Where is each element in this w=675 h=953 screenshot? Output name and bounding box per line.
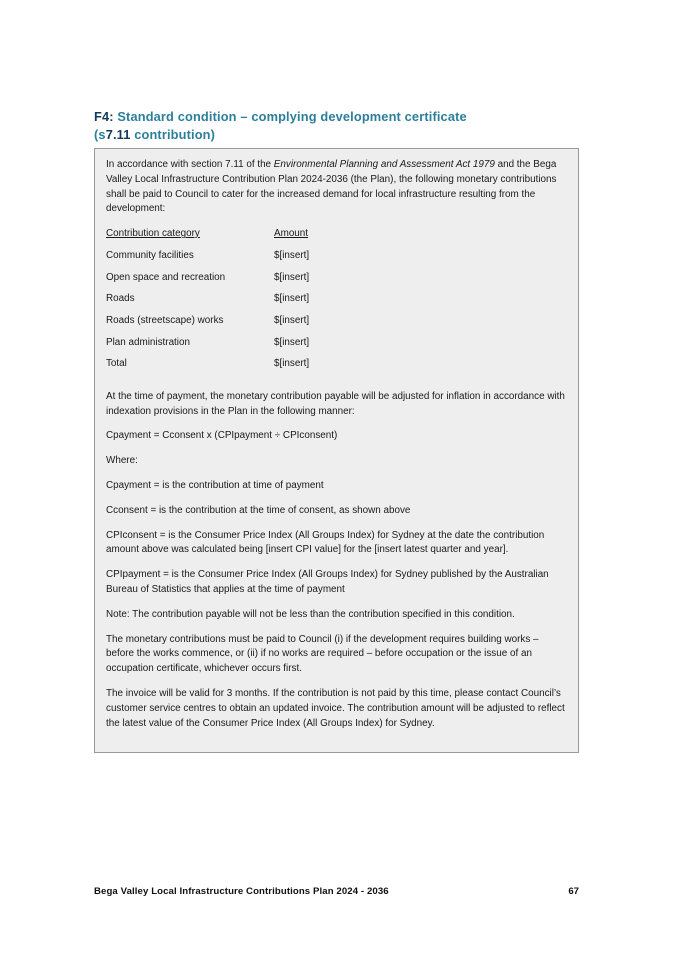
- footer-page-number: 67: [568, 886, 579, 897]
- table-cell-category: Total: [106, 358, 127, 370]
- table-row: [106, 292, 361, 314]
- footer-document-title: Bega Valley Local Infrastructure Contributions Plan 2024 - 2036: [94, 886, 389, 897]
- table-cell-amount: $[insert]: [274, 250, 310, 262]
- table-cell-category: Roads: [106, 293, 135, 305]
- definition-cpiconsent: CPIconsent = is the Consumer Price Index (All Groups Index) for Sydney at the date the contribution amount above was calculated being [insert CPI value] for the [insert latest quarter and year].: [106, 529, 545, 556]
- section-heading-line1: Standard condition – complying development certificate: [113, 109, 467, 124]
- section-heading-prefix: F4:: [94, 109, 114, 124]
- table-cell-amount: $[insert]: [274, 271, 310, 283]
- table-row: [106, 336, 361, 358]
- table-row-total: [106, 357, 361, 379]
- table-cell-amount: $[insert]: [274, 314, 310, 326]
- table-cell-category: Roads (streetscape) works: [106, 314, 224, 326]
- invoice-paragraph: The invoice will be valid for 3 months. If the contribution is not paid by this time, please contact Council’s customer service centres to obtain an updated invoice. The contribution amount will be adjusted to reflect the latest value of the Consumer Price Index (All Groups Index) for Sydney.: [106, 687, 565, 729]
- table-header-row: [106, 227, 361, 249]
- table-column-header-amount: Amount: [274, 228, 309, 240]
- indexation-paragraph: At the time of payment, the monetary contribution payable will be adjusted for inflation in accordance with indexation provisions in the Plan in the following manner:: [106, 390, 565, 417]
- table-cell-amount: $[insert]: [274, 336, 310, 348]
- contribution-table: [106, 227, 361, 379]
- section-heading-line2: [94, 126, 594, 144]
- section-heading: [94, 108, 594, 143]
- definition-cpipayment: CPIpayment = is the Consumer Price Index (All Groups Index) for Sydney published by the Australian Bureau of Statistics that applies at the time of payment: [106, 569, 549, 595]
- definition-cpayment: Cpayment = is the contribution at time of payment: [106, 479, 324, 491]
- condition-box: [94, 148, 579, 753]
- table-cell-category: Community facilities: [106, 250, 194, 262]
- table-cell-amount: $[insert]: [274, 293, 310, 305]
- page-footer: [94, 886, 579, 897]
- table-column-header-category: Contribution category: [106, 228, 200, 240]
- section-heading-line2-number: 7.11: [105, 126, 131, 142]
- where-label: Where:: [106, 455, 138, 467]
- intro-part2: and the Bega Valley Local Infrastructure Contribution Plan 2024-2036 (the Plan), the following monetary contributions shall be paid to Council to cater for the increased demand for local infrastructure resulting from the development:: [106, 159, 557, 215]
- contribution-table-body: [106, 227, 361, 379]
- table-cell-category: Plan administration: [106, 336, 190, 348]
- note-paragraph: Note: The contribution payable will not be less than the contribution specified in this condition.: [106, 608, 515, 620]
- section-heading-line2-rest: contribution): [130, 126, 216, 142]
- payment-timing-paragraph: The monetary contributions must be paid to Council (i) if the development requires building works – before the works commence, or (ii) if no works are required – before occupation or the issue of an occupation certificate, whichever occurs first.: [106, 633, 539, 675]
- table-cell-category: Open space and recreation: [106, 271, 226, 283]
- act-title-italic: Environmental Planning and Assessment Act 1979: [273, 159, 495, 170]
- table-row: [106, 249, 361, 271]
- table-row: [106, 314, 361, 336]
- table-row: [106, 271, 361, 293]
- indexation-formula: Cpayment = Cconsent x (CPIpayment ÷ CPIconsent): [106, 430, 338, 442]
- intro-paragraph: [106, 158, 565, 217]
- table-cell-amount: $[insert]: [274, 358, 310, 370]
- intro-part1: In accordance with section 7.11 of the: [106, 159, 274, 170]
- section-heading-line2-open: (s: [94, 126, 106, 142]
- definition-cconsent: Cconsent = is the contribution at the time of consent, as shown above: [106, 504, 411, 516]
